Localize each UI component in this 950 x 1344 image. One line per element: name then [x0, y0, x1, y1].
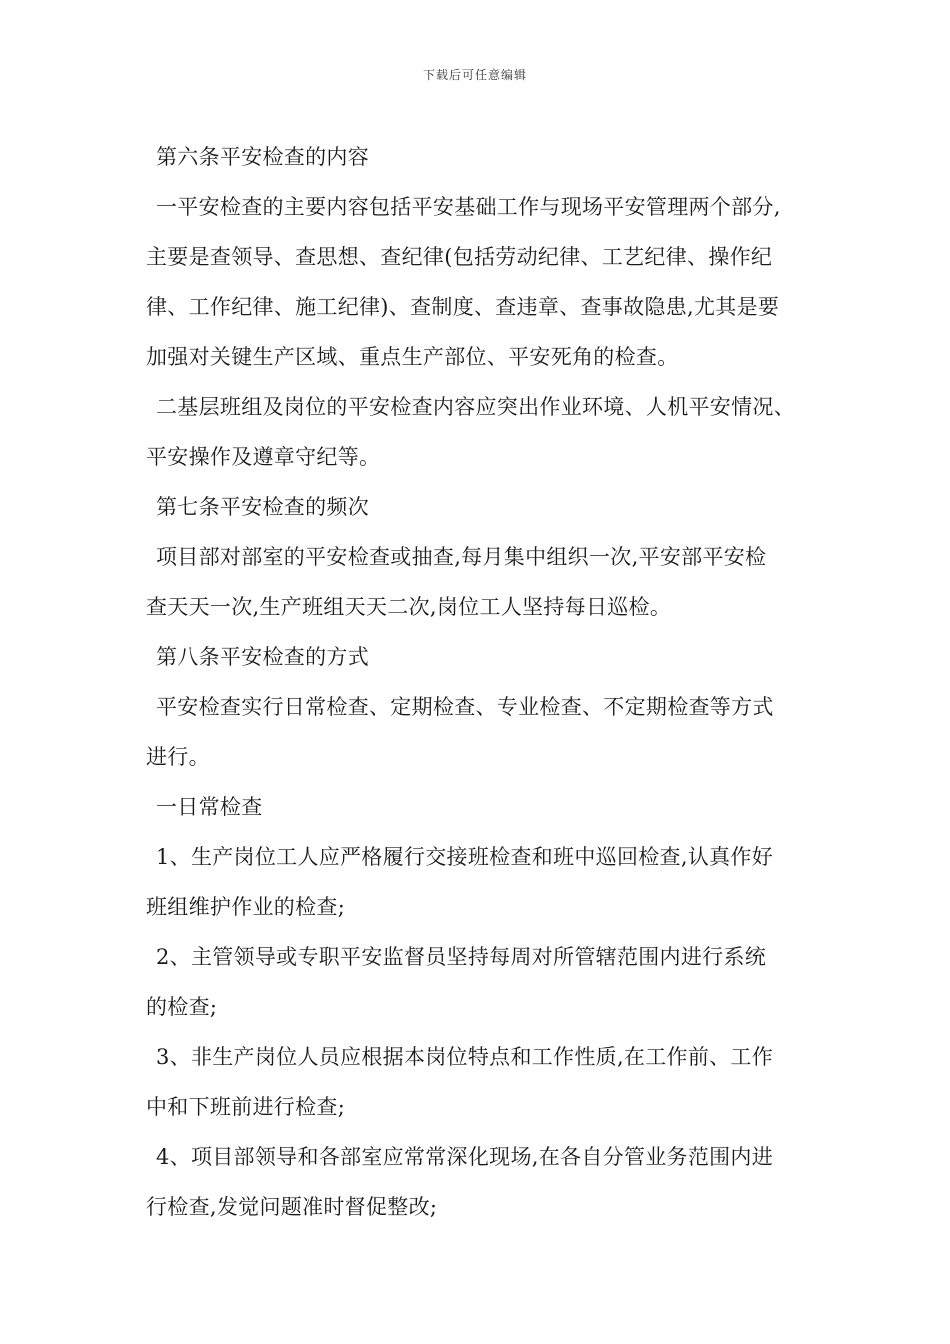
- header-note: 下载后可任意编辑: [422, 68, 527, 82]
- text-line: 的检查;: [146, 995, 218, 1019]
- text-line: 平安操作及遵章守纪等。: [146, 445, 381, 469]
- text-line: 二基层班组及岗位的平安检查内容应突出作业环境、人机平安情况、: [156, 395, 795, 419]
- text-line: 进行。: [146, 745, 210, 769]
- text-line: 1、生产岗位工人应严格履行交接班检查和班中巡回检查,认真作好: [156, 845, 774, 869]
- text-line: 第六条平安检查的内容: [156, 145, 369, 169]
- text-line: 主要是查领导、查思想、查纪律(包括劳动纪律、工艺纪律、操作纪: [146, 245, 773, 269]
- text-line: 中和下班前进行检查;: [146, 1095, 346, 1119]
- document-body: [146, 132, 816, 1232]
- text-line: 平安检查实行日常检查、定期检查、专业检查、不定期检查等方式: [156, 695, 774, 719]
- text-line: 一日常检查: [156, 795, 263, 819]
- text-line: 2、主管领导或专职平安监督员坚持每周对所管辖范围内进行系统: [156, 945, 767, 969]
- text-line: 第八条平安检查的方式: [156, 645, 369, 669]
- text-line: 项目部对部室的平安检查或抽查,每月集中组织一次,平安部平安检: [156, 545, 767, 569]
- text-line: 律、工作纪律、施工纪律)、查制度、查违章、查事故隐患,尤其是要: [146, 295, 780, 319]
- text-line: 班组维护作业的检查;: [146, 895, 346, 919]
- text-line: 3、非生产岗位人员应根据本岗位特点和工作性质,在工作前、工作: [156, 1045, 774, 1069]
- text-line: 一平安检查的主要内容包括平安基础工作与现场平安管理两个部分,: [156, 195, 781, 219]
- text-line: 第七条平安检查的频次: [156, 495, 369, 519]
- text-line: 行检查,发觉问题准时督促整改;: [146, 1195, 438, 1219]
- text-line: 加强对关键生产区域、重点生产部位、平安死角的检查。: [146, 345, 679, 369]
- text-line: 查天天一次,生产班组天天二次,岗位工人坚持每日巡检。: [146, 595, 672, 619]
- text-line: 4、项目部领导和各部室应常常深化现场,在各自分管业务范围内进: [156, 1145, 774, 1169]
